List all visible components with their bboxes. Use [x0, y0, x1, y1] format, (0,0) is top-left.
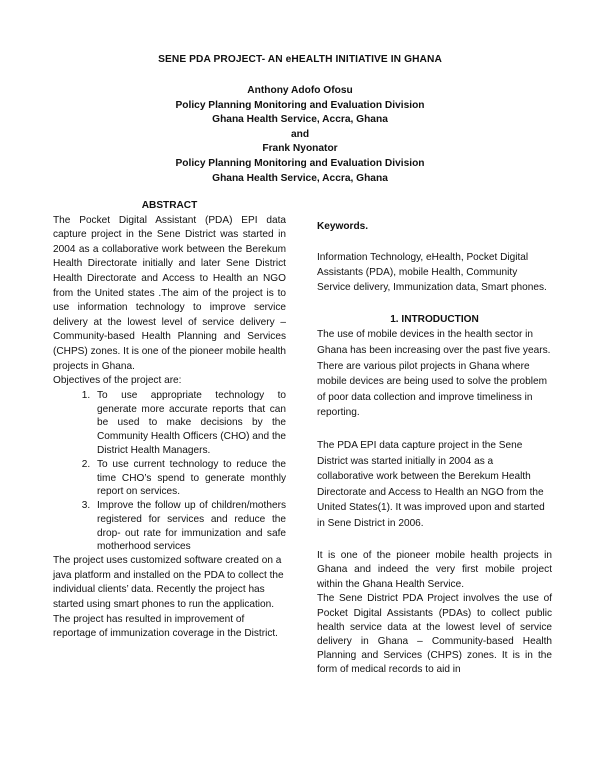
objective-item: 2. To use current technology to reduce the time CHO’s spend to generate monthly report on services. — [93, 458, 286, 499]
keywords-text: Information Technology, eHealth, Pocket Digital Assistants (PDA), mobile Health, Community Service delivery, Immunization data, Smart phones. — [317, 251, 547, 294]
author-name-2: Frank Nyonator — [262, 143, 338, 155]
abstract-paragraph-2: The project uses customized software created on a java platform and installed on the PDA to collect the individual clients’ data. Recently the project has started using smart phones to run the application. The project has resulted in improvement of reportage of immunization coverage in the District. — [53, 555, 284, 640]
paper-title: SENE PDA PROJECT- AN eHEALTH INITIATIVE IN GHANA — [158, 54, 442, 65]
abstract-heading: ABSTRACT — [141, 200, 198, 211]
author-block — [0, 84, 600, 186]
author-affiliation-1: Policy Planning Monitoring and Evaluation Division — [175, 99, 425, 111]
introduction-paragraph-4: The Sene District PDA Project involves the use of Pocket Digital Assistants (PDAs) to collect public health service data at the lowest level of service delivery in Ghana – Community-based Health Planning and Services (CHPS) zones. It is in the form of medical records to aid in — [317, 593, 552, 676]
introduction-heading: 1. INTRODUCTION — [390, 313, 479, 325]
author-location-2: Ghana Health Service, Accra, Ghana — [212, 172, 388, 184]
author-affiliation-2: Policy Planning Monitoring and Evaluation Division — [175, 157, 425, 169]
introduction-paragraph-3: It is one of the pioneer mobile health projects in Ghana and indeed the very first mobile project within the Ghana Health Service. — [317, 549, 552, 590]
introduction-paragraph-2: The PDA EPI data capture project in the Sene District was started initially in 2004 as a collaborative work between the Berekum Health Directorate and Access to Health an NGO from the United States(1). It was improved upon and started in Sene District in 2006. — [317, 439, 545, 529]
objectives-intro: Objectives of the project are: — [53, 375, 182, 387]
author-location-1: Ghana Health Service, Accra, Ghana — [212, 114, 388, 126]
abstract-paragraph-1: The Pocket Digital Assistant (PDA) EPI data capture project in the Sene District was started in 2004 as a collaborative work between the Berekum Health Directorate initially and later Sene District Health Directorate and Access to Health an NGO from the United states .The aim of the project is to use information technology to improve service delivery at the lowest level of service delivery – Community-based Health Planning and Services (CHPS) zones. It is one of the pioneer mobile health projects in Ghana. — [53, 214, 286, 372]
author-name-1: Anthony Adofo Ofosu — [247, 85, 353, 96]
objective-item: 3. Improve the follow up of children/mothers registered for services and reduce the drop- out rate for immunization and safe motherhood services — [93, 499, 286, 554]
objective-item: 1. To use appropriate technology to generate more accurate reports that can be used to make decisions by the Community Health Officers (CHO) and the District Health Managers. — [93, 389, 286, 458]
keywords-heading: Keywords. — [317, 221, 369, 232]
objectives-list — [53, 389, 286, 555]
author-separator: and — [290, 128, 310, 140]
introduction-paragraph-1: The use of mobile devices in the health sector in Ghana has been increasing over the past five years. There are various pilot projects in Ghana where mobile devices are being used to solve the problem of poor data collection and improve timeliness in reporting. — [317, 329, 551, 419]
right-column — [317, 220, 552, 678]
left-column — [53, 199, 286, 642]
